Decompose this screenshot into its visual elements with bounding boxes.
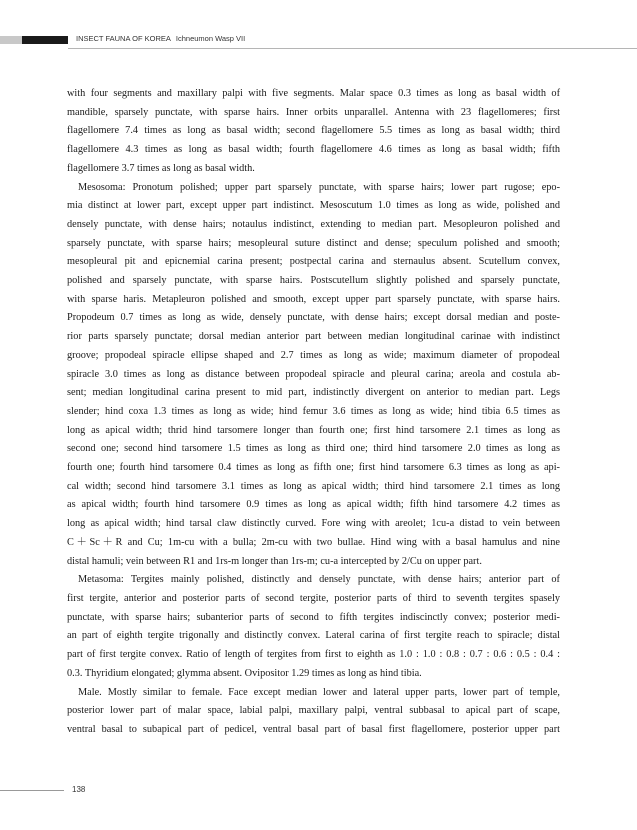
text-line: sent; median longitudinal carina present to mid part, indistinctly divergent on anterior to median part. Legs bbox=[67, 387, 560, 399]
text-line: long as apical width; hind tarsal claw distinctly curved. Fore wing with areolet; 1cu-a distad to vein between bbox=[67, 518, 560, 530]
text-line: fourth one; fourth hind tarsomere 0.4 times as long as fifth one; first hind tarsomere 6.3 times as long as api- bbox=[67, 462, 560, 474]
text-line: slender; hind coxa 1.3 times as long as wide; hind femur 3.6 times as long as wide; hind tibia 6.5 times as bbox=[67, 405, 560, 417]
text-line: long as apical width; thrid hind tarsomere longer than fourth one; first hind tarsomere 2.1 times as long as bbox=[67, 424, 560, 436]
text-line: Propodeum 0.7 times as long as wide, densely punctate, with dense hairs; except dorsal median and poste- bbox=[67, 312, 560, 324]
header-black-bar bbox=[22, 36, 68, 44]
text-line: with sparse haris. Metapleuron polished and smooth, except upper part sparsely punctate, with sparse hairs. bbox=[67, 293, 560, 305]
text-line: mandible, sparsely punctate, with sparse hairs. Inner orbits unparallel. Antenna with 23 flagellomeres; first bbox=[67, 106, 560, 118]
running-header-title: INSECT FAUNA OF KOREA bbox=[76, 34, 171, 43]
text-line: mia distinct at lower part, except upper part indistinct. Mesoscutum 1.0 times as long as wide, polished and bbox=[67, 200, 560, 212]
text-line: Mesosoma: Pronotum polished; upper part sparsely punctate, with sparse hairs; lower part rugose; epo- bbox=[78, 181, 560, 193]
text-line: flagellomere 4.3 times as long as basal width; fourth flagellomere 4.6 times as long as basal width; fifth bbox=[67, 144, 560, 156]
text-line: with four segments and maxillary palpi with five segments. Malar space 0.3 times as long as basal width of bbox=[67, 88, 560, 99]
body-text bbox=[67, 85, 560, 740]
page-number: 138 bbox=[72, 785, 86, 794]
text-line: cal width; second hind tarsomere 3.1 times as long as apical width; third hind tarsomere 2.1 times as long bbox=[67, 480, 560, 492]
text-line: posterior lower part of malar space, labial palpi, maxillary palpi, ventral subbasal to apical part of scape, bbox=[67, 705, 560, 717]
text-line: groove; propodeal spiracle ellipse shaped and 2.7 times as long as wide; maximum diameter of propodeal bbox=[67, 349, 560, 361]
text-line: ventral basal to subapical part of pedicel, ventral basal part of basal first flagellomere, posterior upper part bbox=[67, 723, 560, 735]
text-line: second one; second hind tarsomere 1.5 times as long as third one; third hind tarsomere 2.0 times as long as bbox=[67, 443, 560, 455]
text-line: punctate, with sparse hairs; subanterior parts of second to fifth tergites indiscinctly convex; posterior medi- bbox=[67, 611, 560, 623]
text-line: first tergite, anterior and posterior parts of second tergite, posterior parts of third to seventh tergites spasely bbox=[67, 592, 560, 604]
text-line: Male. Mostly similar to female. Face except median lower and lateral upper parts, lower part of temple, bbox=[78, 686, 560, 698]
text-line: C＋Sc＋R and Cu; 1m-cu with a bulla; 2m-cu with two bullae. Hind wing with a basal hamulus and nine bbox=[67, 536, 560, 548]
text-line: sparsely punctate, with sparse hairs; mesopleural suture distinct and dense; speculum polished and smooth; bbox=[67, 237, 560, 249]
text-line: flagellomere 3.7 times as long as basal width. bbox=[67, 162, 255, 174]
header-rule bbox=[68, 48, 637, 49]
text-line: spiracle 3.0 times as long as distance between propodeal spiracle and pleural carina; areola and costula ab- bbox=[67, 368, 560, 380]
text-line: rior parts sparsely punctate; dorsal median anterior part between median longitudinal carinae with indistinct bbox=[67, 331, 560, 343]
text-line: as apical width; fourth hind tarsomere 0.9 times as long as apical width; fifth hind tarsomere 4.2 times as bbox=[67, 499, 560, 511]
footer-rule bbox=[0, 790, 64, 791]
text-line: mesopleural pit and epicnemial carina present; postpectal carina and sternaulus absent. Scutellum convex, bbox=[67, 256, 560, 268]
text-line: distal hamuli; vein between R1 and 1rs-m longer than 1rs-m; cu-a intercepted by 2/Cu on upper part. bbox=[67, 555, 482, 567]
text-line: polished and sparsely punctate, with sparse hairs. Postscutellum slightly polished and sparsely punctate, bbox=[67, 275, 560, 287]
running-header bbox=[76, 33, 245, 45]
text-line: part of first tergite convex. Ratio of length of tergites from first to eighth as 1.0 : 1.0 : 0.8 : 0.7 : 0.6 : 0.5 : 0.4 : bbox=[67, 649, 560, 661]
text-line: densely punctate, with dense hairs; notaulus indistinct, extending to median part. Mesopleuron polished and bbox=[67, 218, 560, 230]
text-line: an part of eighth tergite trigonally and distinctly convex. Lateral carina of first tergite reach to spiracle; distal bbox=[67, 630, 560, 642]
header-gray-bar bbox=[0, 36, 22, 44]
text-line: 0.3. Thyridium elongated; glymma absent. Ovipositor 1.29 times as long as hind tibia. bbox=[67, 667, 422, 679]
text-line: Metasoma: Tergites mainly polished, distinctly and densely punctate, with dense hairs; anterior part of bbox=[78, 574, 560, 586]
running-header-subtitle: Ichneumon Wasp VII bbox=[175, 34, 246, 43]
text-line: flagellomere 7.4 times as long as basal width; second flagellomere 5.5 times as long as basal width; third bbox=[67, 125, 560, 137]
